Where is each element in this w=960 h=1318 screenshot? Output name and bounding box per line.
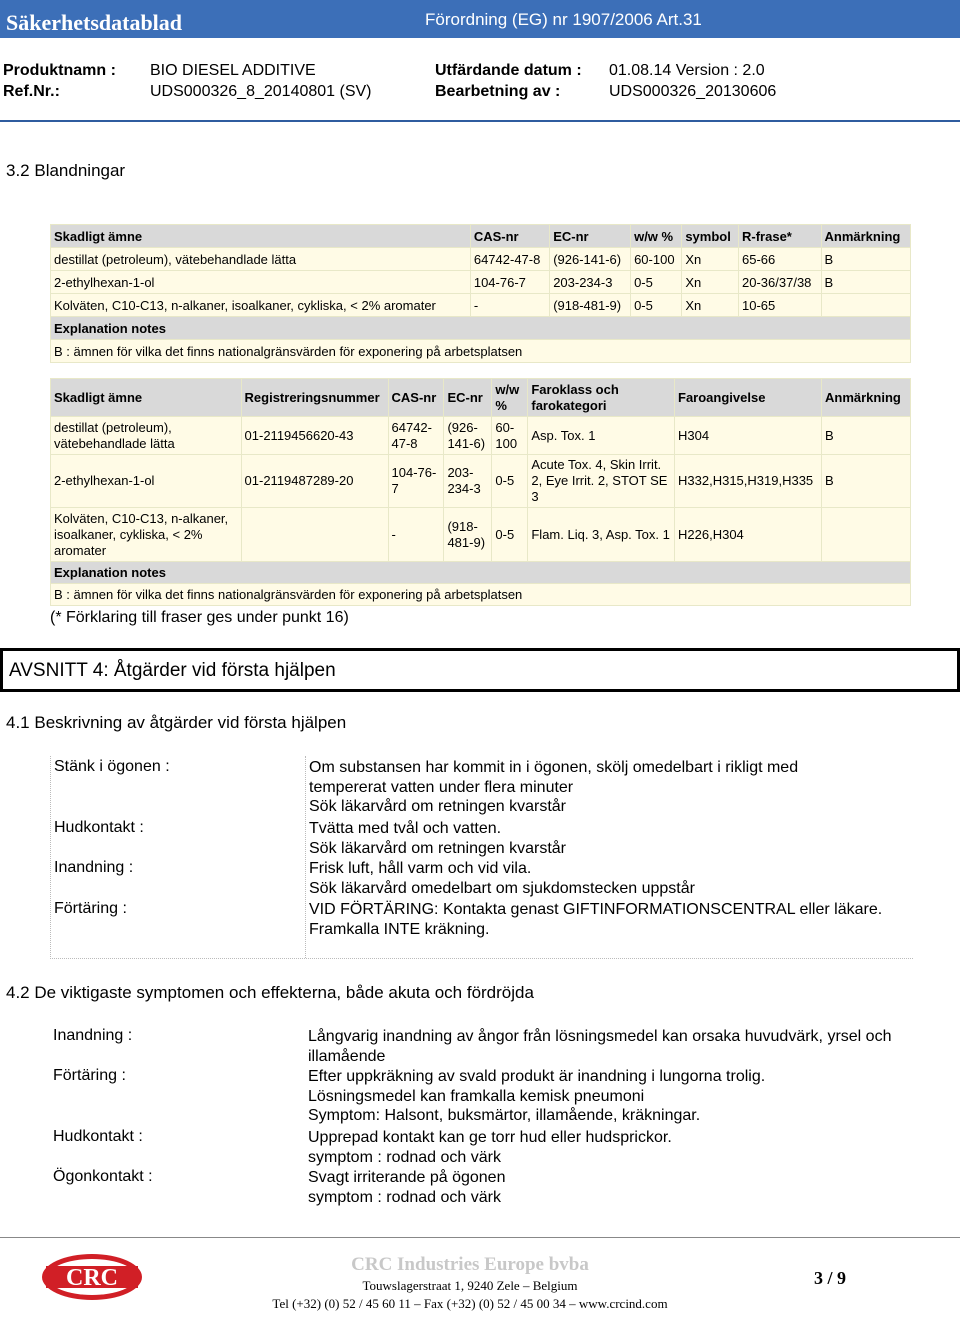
table-row <box>51 271 911 294</box>
inhalation-label: Inandning : <box>54 859 134 876</box>
table-cell: 10-65 <box>739 294 821 317</box>
table-cell: B <box>821 271 911 294</box>
ingestion-text <box>309 900 899 939</box>
text-line: symptom : rodnad och värk <box>308 1148 501 1166</box>
table-cell: B <box>821 455 910 508</box>
notes-text-row <box>51 584 911 606</box>
table-cell: 2-ethylhexan-1-ol <box>51 455 242 508</box>
table-cell: 104-76-7 <box>470 271 549 294</box>
symptoms-list <box>50 1025 912 1210</box>
company-contact: Tel (+32) (0) 52 / 45 60 11 – Fax (+32) (0) 52 / 45 00 34 – www.crcind.com <box>272 1296 668 1311</box>
table-cell: 20-36/37/38 <box>739 271 821 294</box>
skin-contact-text <box>309 819 566 858</box>
document-title: Säkerhetsdatablad <box>6 10 183 35</box>
table-cell: destillat (petroleum), vätebehandlade lätta <box>51 248 471 271</box>
table-cell <box>821 294 911 317</box>
text-line: VID FÖRTÄRING: Kontakta genast GIFTINFORMATIONSCENTRAL eller läkare. <box>309 901 883 918</box>
eye-contact-label: Ögonkontakt : <box>53 1168 153 1185</box>
table-cell: 0-5 <box>631 294 682 317</box>
table-cell <box>821 508 910 562</box>
ingestion-label: Förtäring : <box>53 1067 126 1084</box>
company-name: CRC Industries Europe bvba <box>351 1254 589 1275</box>
t1-header: symbol <box>682 225 739 248</box>
table-cell: 64742-47-8 <box>388 417 444 455</box>
skin-contact-label: Hudkontakt : <box>54 819 144 836</box>
table-cell: Asp. Tox. 1 <box>528 417 675 455</box>
table-cell: 0-5 <box>631 271 682 294</box>
table-cell: (926-141-6) <box>550 248 631 271</box>
text-line: Frisk luft, håll varm och vid vila. <box>309 860 532 877</box>
table-cell: (918-481-9) <box>550 294 631 317</box>
table-row <box>51 417 911 455</box>
text-line: Tvätta med tvål och vatten. <box>309 820 502 837</box>
t1-header: EC-nr <box>550 225 631 248</box>
table-cell: H304 <box>675 417 822 455</box>
text-line: Sök läkarvård om retningen kvarstår <box>309 798 566 815</box>
notes-text-row <box>51 340 911 363</box>
table-cell: Xn <box>682 271 739 294</box>
text-line: Sök läkarvård om retningen kvarstår <box>309 839 566 857</box>
table-row <box>51 455 911 508</box>
table-cell: B <box>821 248 911 271</box>
eye-contact-label: Stänk i ögonen : <box>54 758 170 775</box>
t1-header: Skadligt ämne <box>51 225 471 248</box>
table-cell: 01-2119487289-20 <box>241 455 388 508</box>
text-line: Symptom: Halsont, buksmärtor, illamående, kräkningar. <box>308 1107 701 1124</box>
table-cell: Flam. Liq. 3, Asp. Tox. 1 <box>528 508 675 562</box>
t2-header: Skadligt ämne <box>51 379 242 417</box>
header-bar <box>0 0 960 38</box>
first-aid-list <box>50 756 913 959</box>
t2-header: CAS-nr <box>388 379 444 417</box>
table-cell: 203-234-3 <box>550 271 631 294</box>
table-cell: (918-481-9) <box>444 508 492 562</box>
inhalation-label: Inandning : <box>53 1027 133 1044</box>
crc-logo <box>40 1252 144 1302</box>
section-4-1-title: 4.1 Beskrivning av åtgärder vid första hjälpen <box>6 713 347 732</box>
table-cell: (926-141-6) <box>444 417 492 455</box>
company-block <box>250 1254 690 1312</box>
notes-label-row <box>51 317 911 340</box>
text-line: Efter uppkräkning av svald produkt är inandning i lungorna trolig. <box>308 1068 766 1085</box>
inhalation-text <box>308 1027 908 1066</box>
table-cell <box>241 508 388 562</box>
mixture-table-2 <box>50 378 911 606</box>
table-cell: 64742-47-8 <box>470 248 549 271</box>
footnote: (* Förklaring till fraser ges under punkt 16) <box>50 609 349 626</box>
edit-value: UDS000326_20130606 <box>609 83 777 100</box>
page-number: 3 / 9 <box>813 1268 846 1288</box>
notes-text: B : ämnen för vilka det finns nationalgränsvärden för exponering på arbetsplatsen <box>51 584 911 606</box>
product-value: BIO DIESEL ADDITIVE <box>150 62 316 79</box>
section-4-title: AVSNITT 4: Åtgärder vid första hjälpen <box>9 660 336 681</box>
text-line: Långvarig inandning av ångor från lösningsmedel kan orsaka huvudvärk, yrsel och illamående <box>308 1028 892 1065</box>
ingestion-label: Förtäring : <box>54 900 127 917</box>
section-4-2-title: 4.2 De viktigaste symptomen och effekterna, både akuta och fördröjda <box>6 983 534 1002</box>
t2-header: Faroangivelse <box>675 379 822 417</box>
t1-header: R-frase* <box>739 225 821 248</box>
ref-value: UDS000326_8_20140801 (SV) <box>150 83 372 100</box>
ref-label: Ref.Nr.: <box>3 83 60 100</box>
table-cell: Xn <box>682 294 739 317</box>
t2-header: Anmärkning <box>821 379 910 417</box>
table-cell: 104-76-7 <box>388 455 444 508</box>
company-address: Touwslagerstraat 1, 9240 Zele – Belgium <box>362 1278 578 1293</box>
skin-contact-label: Hudkontakt : <box>53 1128 143 1145</box>
t2-header: Faroklass och farokategori <box>528 379 675 417</box>
text-line: Svagt irriterande på ögonen <box>308 1169 506 1186</box>
text-line: Framkalla INTE kräkning. <box>309 920 490 938</box>
t2-header: w/w % <box>492 379 528 417</box>
table-row <box>51 248 911 271</box>
table-cell: 0-5 <box>492 508 528 562</box>
text-line: Lösningsmedel kan framkalla kemisk pneumoni <box>308 1087 645 1105</box>
t1-header: Anmärkning <box>821 225 911 248</box>
text-line: Sök läkarvård omedelbart om sjukdomstecken uppstår <box>309 879 695 897</box>
table-cell: - <box>470 294 549 317</box>
ingestion-text <box>308 1067 765 1126</box>
table-cell: 60-100 <box>631 248 682 271</box>
text-line: Om substansen har kommit in i ögonen, skölj omedelbart i rikligt med tempererat vatten under flera minuter <box>309 759 799 796</box>
table-cell: 0-5 <box>492 455 528 508</box>
eye-contact-text <box>309 758 869 817</box>
section-4-banner <box>0 648 960 692</box>
text-line: Upprepad kontakt kan ge torr hud eller hudsprickor. <box>308 1129 672 1146</box>
table-cell: 01-2119456620-43 <box>241 417 388 455</box>
table-cell: H332,H315,H319,H335 <box>675 455 822 508</box>
table-cell: H226,H304 <box>675 508 822 562</box>
footer-divider <box>0 1237 960 1238</box>
table-cell: 65-66 <box>739 248 821 271</box>
notes-text: B : ämnen för vilka det finns nationalgränsvärden för exponering på arbetsplatsen <box>51 340 911 363</box>
table-cell: Kolväten, C10-C13, n-alkaner, isoalkaner, cykliska, < 2% aromater <box>51 508 242 562</box>
t1-header: w/w % <box>631 225 682 248</box>
mixture-table-1 <box>50 224 911 363</box>
table-cell: 60-100 <box>492 417 528 455</box>
eye-contact-text <box>308 1168 505 1207</box>
t2-header: EC-nr <box>444 379 492 417</box>
table-cell: - <box>388 508 444 562</box>
t1-header: CAS-nr <box>470 225 549 248</box>
t2-header: Registreringsnummer <box>241 379 388 417</box>
notes-label: Explanation notes <box>51 562 911 584</box>
table-cell: 2-ethylhexan-1-ol <box>51 271 471 294</box>
edit-label: Bearbetning av : <box>435 83 561 100</box>
notes-label: Explanation notes <box>51 317 911 340</box>
regulation-text: Förordning (EG) nr 1907/2006 Art.31 <box>425 10 702 29</box>
text-line: symptom : rodnad och värk <box>308 1188 501 1206</box>
issue-label: Utfärdande datum : <box>435 62 582 79</box>
logo-text: CRC <box>66 1265 118 1291</box>
table-cell: destillat (petroleum), vätebehandlade lätta <box>51 417 242 455</box>
table-row <box>51 294 911 317</box>
header-divider <box>0 120 960 122</box>
table-cell: Kolväten, C10-C13, n-alkaner, isoalkaner, cykliska, < 2% aromater <box>51 294 471 317</box>
table-cell: Acute Tox. 4, Skin Irrit. 2, Eye Irrit. 2, STOT SE 3 <box>528 455 675 508</box>
issue-value: 01.08.14 Version : 2.0 <box>609 62 765 79</box>
table-row <box>51 508 911 562</box>
skin-contact-text <box>308 1128 672 1167</box>
section-3-2-title: 3.2 Blandningar <box>6 161 126 180</box>
inhalation-text <box>309 859 695 898</box>
notes-label-row <box>51 562 911 584</box>
table-cell: B <box>821 417 910 455</box>
product-label: Produktnamn : <box>3 62 116 79</box>
table-cell: Xn <box>682 248 739 271</box>
table-cell: 203-234-3 <box>444 455 492 508</box>
